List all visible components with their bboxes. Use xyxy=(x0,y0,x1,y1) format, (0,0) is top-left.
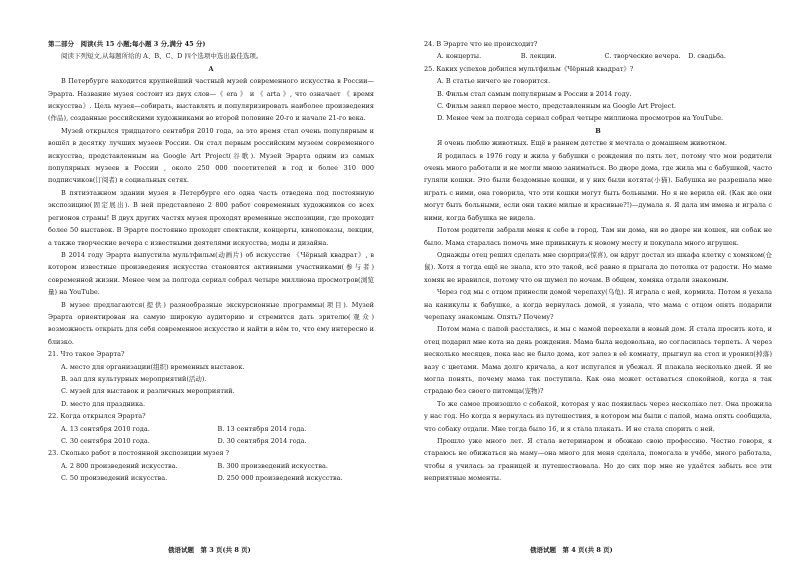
question-text: 25. Каких успехов добился мультфильм《Чёрный квадрат》? xyxy=(424,64,634,73)
question-25 xyxy=(424,63,772,125)
paragraph: Потом родители забрали меня к себе в город. Там ни дома, ни во дворе ни кошек, ни собак не было. Мама старалась помочь мне привыкнуть к новому месту и покупала много игрушек. xyxy=(424,226,772,247)
option-c: C. творческие вечера. xyxy=(604,52,681,61)
paragraph: Я родилась в 1976 году и жила у бабушки с рождения по пять лет, потому что мои родители очень много работали и не могли мною заниматься. Во дворе дома, где жила мы с бабушкой, часто гуляли кошки. Это были бездомные кошки, и у них были котята(小猫). Бабушка не разрешала мне играть с ними, она говорила, что эти кошки могут быть больными. Но я не верила ей. (Как же они могут быть больными, если они такие милые и красивые?!)—думала я. Я дала им имена и играла с ними, когда бабушка не видела. xyxy=(424,151,772,222)
option-row xyxy=(61,472,374,484)
question-text: 21. Что такое Эрарта? xyxy=(48,350,125,359)
question-24 xyxy=(424,38,772,63)
paragraph: В музее предлагаются(提供) разнообразные экскурсионные программы(项目). Музей Эрарта ориентирован на самую широкую аудиторию и стремится дать зрителю(观众) возможность открыть для себя современное искусство и найти в нём то, что ему интересно и близко. xyxy=(48,300,374,346)
left-column xyxy=(48,38,374,485)
option-a: A. место для организации(组织) временных выставок. xyxy=(61,362,245,371)
question-text: 22. Когда открылся Эрарта? xyxy=(48,412,146,421)
option-c: C. музей для выставок и различных мероприятий. xyxy=(61,387,235,396)
option-row xyxy=(61,423,374,435)
page-footer: 俄语试题 第 3 页(共 8 页) xyxy=(168,546,251,554)
option-d: D. свадьба. xyxy=(688,52,726,61)
option-b: B. 13 сентября 2014 года. xyxy=(217,424,307,433)
page-footer: 俄语试题 第 4 页(共 8 页) xyxy=(530,546,613,554)
option-a: A. В статье ничего не говорится. xyxy=(437,77,551,86)
paragraph: Музей открылся тридцатого сентября 2010 года, за это время стал очень популярным и вошёл в десятку лучших музеев России. Он стал первым российским музеем современного искусства, представленным на Google Art Project(谷歌). Музей Эрарта одним из самых популярных музеев в России , около 250 000 посетителей в год и более 310 000 подписчиков(订阅者) в социальных сетях. xyxy=(48,126,374,185)
question-text: 23. Сколько работ в постоянной экспозиции музея ? xyxy=(48,449,230,458)
paragraph: Прошло уже много лет. Я стала ветеринаром и обожаю свою профессию. Честно говоря, я стараюсь не обижаться на маму—она много для меня сделала, помогала в учёбе, много работала, чтобы я училась за границей и путешествовала. Но до сих пор мне не удаётся забыть все эти неприятные моменты. xyxy=(424,437,772,483)
option-b: B. зал для культурных мероприятий(活动). xyxy=(61,374,207,383)
question-22 xyxy=(48,410,374,447)
question-21 xyxy=(48,348,374,410)
page-right xyxy=(400,0,800,569)
option-d: D. Менее чем за полгода сериал собрал четыре миллиона просмотров на YouTube. xyxy=(437,114,724,123)
option-d: D. 30 сентября 2014 года. xyxy=(217,437,307,445)
option-c: C. 50 произведений искусства. xyxy=(61,474,168,483)
paragraph: Через год мы с отцом принесли домой черепаху(乌龟). Я играла с ней, кормила. Потом я уехала на каникулы к бабушке, а когда вернулась домой, я узнала, что мама с отцом опять подарили черепаху знакомым. Опять? Почему? xyxy=(424,288,772,321)
option-b: B. 300 произведений искусства. xyxy=(217,461,328,470)
question-text: 24. В Эрарте что не происходит? xyxy=(424,40,538,48)
paragraph: Потом мама с папой расстались, и мы с мамой переехали в новый дом. Я стала просить кота, и отец подарил мне кота на день рождения. Мама была недовольна, но согласилась терпеть. А через несколько месяцев, пока нас не было дома, кот залез в её комнату, прыгнул на стол и уронил(掉落) вазу с цветами. Мама долго кричала, а кот испугался и убежал. Я плакала несколько дней. Я не могла понять, почему мама так поступила. Как она может оставаться спокойной, когда я так страдаю без своего питомца(宠物)? xyxy=(424,325,772,396)
paragraph: Я очень люблю животных. Ещё в раннем детстве я мечтала о домашнем животном. xyxy=(437,139,727,148)
option-c: C. Фильм занял первое место, представленным на Google Art Project. xyxy=(437,102,676,111)
section-b-title: B xyxy=(595,126,601,135)
instruction: 阅读下列短文,从每题所给的 A、B、C、D 四个选项中选出最佳选项。 xyxy=(61,52,263,61)
option-a: A. концерты. xyxy=(437,52,482,61)
paragraph: В Петербурге находится крупнейший частный музей современного искусства в России—Эрарта. Название музея состоит из двух слов—《 era 》 и 《 arta 》, что означает 《 время искусства》. Цель музея—собирать, выставлять и популяризировать наиболее произведения (作品), созданные российскими художниками во второй половине 20-го и начале 21-го века. xyxy=(48,77,374,123)
option-row xyxy=(61,435,374,447)
paragraph: В 2014 году Эрарта выпустила мультфильм(动画片) об искусстве 《Чёрный квадрат》, в котором известные произведения искусства становятся активными участниками(参与者) современной жизни. Менее чем за полгода сериал собрал четыре миллиона просмотров(浏览量) на YouTube. xyxy=(48,250,374,297)
paragraph: Однажды отец решил сделать мне сюрприз(惊喜), он вдруг достал из шкафа клетку с хомяком(仓鼠). Хотя я тогда ещё не знала, кто это такой, всё равно я прыгала до потолка от радости. Но маме хомяк не нравился, потому что он шумел по ночам. В общем, хомяка отдали знакомым. xyxy=(424,250,772,284)
option-c: C. 30 сентября 2010 года. xyxy=(61,437,150,445)
section-header: 第二部分 阅读(共 15 小题;每小题 3 分,满分 45 分) xyxy=(48,40,206,48)
option-a: A. 2 800 произведений искусства. xyxy=(61,461,178,470)
question-23 xyxy=(48,447,374,484)
paragraph: То же самое произошло с собакой, которая у нас появилась через несколько лет. Она прожила у нас год. Но когда я вернулась из путешествия, в котором мы были с папой, мама опять сообщила, что собаку отдали. Мне тогда было 16, и я стала плакать. И не стала спорить с ней. xyxy=(424,399,772,433)
option-b: B. Фильм стал самым популярным в России в 2014 году. xyxy=(437,89,632,98)
option-d: D. место для праздника. xyxy=(61,399,146,408)
option-row xyxy=(61,460,374,472)
section-a-title: A xyxy=(208,64,214,73)
right-column xyxy=(424,38,772,485)
paragraph: В пятиэтажном здании музея в Петербурге его одна часть отведена под постоянную экспозицию(固定展出). В ней представлено 2 800 работ современных художников со всех регионов страны! В двух других частях музея проходят временные экспозиции, где проходит более 50 выставок. В Эрарте постоянно проходят спектакли, концерты, кинопоказы, лекции, а также творческие вечера с известными деятелями искусства, моды и дизайна. xyxy=(48,188,374,247)
option-row xyxy=(437,50,772,62)
option-d: D. 250 000 произведений искусства. xyxy=(217,474,343,483)
option-a: A. 13 сентября 2010 года. xyxy=(61,424,150,433)
option-b: B. лекции. xyxy=(520,52,557,61)
